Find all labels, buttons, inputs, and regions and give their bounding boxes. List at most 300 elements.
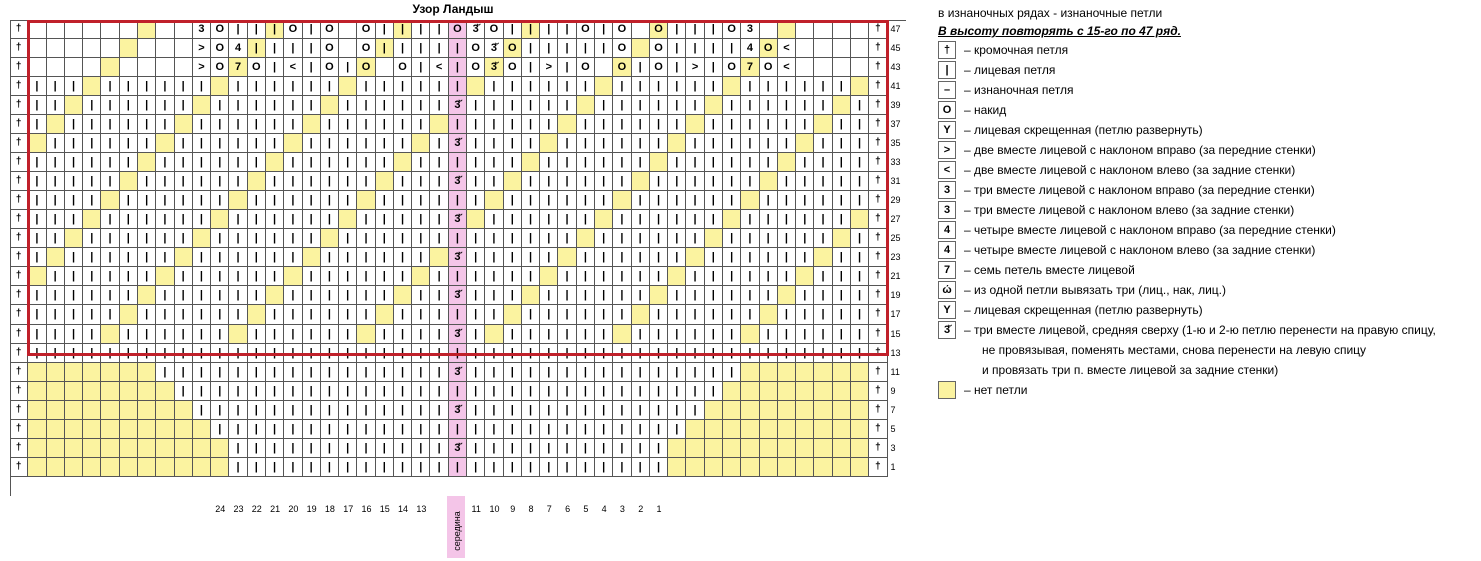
stitch-cell: |: [723, 325, 741, 344]
stitch-cell: |: [339, 172, 357, 191]
stitch-cell: |: [193, 382, 211, 401]
stitch-cell: |: [485, 248, 503, 267]
stitch-cell: |: [101, 153, 119, 172]
stitch-cell: |: [284, 382, 302, 401]
stitch-cell: |: [376, 325, 394, 344]
stitch-cell: |: [504, 229, 522, 248]
edge-stitch-cell: †: [10, 96, 28, 115]
stitch-cell: |: [485, 172, 503, 191]
stitch-cell: [632, 172, 650, 191]
stitch-cell: |: [723, 344, 741, 363]
stitch-cell: [138, 458, 156, 477]
stitch-cell: |: [760, 96, 778, 115]
edge-stitch-cell: †: [10, 172, 28, 191]
stitch-cell: [65, 363, 83, 382]
stitch-cell: O: [321, 39, 339, 58]
stitch-cell: |: [668, 210, 686, 229]
stitch-cell: |: [394, 401, 412, 420]
stitch-cell: 3̆: [449, 363, 467, 382]
stitch-cell: |: [778, 325, 796, 344]
stitch-cell: |: [28, 229, 46, 248]
stitch-cell: |: [266, 439, 284, 458]
stitch-cell: [303, 115, 321, 134]
stitch-cell: [83, 363, 101, 382]
stitch-cell: |: [339, 134, 357, 153]
stitch-cell: |: [303, 344, 321, 363]
stitch-cell: |: [412, 96, 430, 115]
edge-stitch-cell: †: [869, 286, 887, 305]
stitch-cell: [101, 20, 119, 39]
stitch-cell: [83, 420, 101, 439]
stitch-cell: [193, 458, 211, 477]
edge-stitch-cell: †: [10, 58, 28, 77]
stitch-cell: |: [430, 191, 448, 210]
column-number: 6: [565, 504, 571, 514]
stitch-cell: [723, 458, 741, 477]
stitch-cell: |: [303, 305, 321, 324]
stitch-cell: |: [485, 96, 503, 115]
edge-stitch-cell: †: [869, 191, 887, 210]
column-number: 10: [489, 504, 500, 514]
stitch-cell: |: [101, 172, 119, 191]
stitch-cell: |: [266, 229, 284, 248]
stitch-cell: |: [632, 382, 650, 401]
stitch-cell: |: [650, 344, 668, 363]
stitch-cell: |: [101, 134, 119, 153]
stitch-cell: O: [577, 20, 595, 39]
stitch-cell: |: [577, 191, 595, 210]
column-number: [686, 504, 704, 520]
stitch-cell: O: [723, 58, 741, 77]
stitch-cell: [796, 439, 814, 458]
stitch-cell: |: [741, 305, 759, 324]
stitch-cell: |: [266, 458, 284, 477]
stitch-cell: [705, 96, 723, 115]
edge-stitch-cell: †: [10, 286, 28, 305]
stitch-cell: |: [266, 58, 284, 77]
stitch-cell: |: [412, 20, 430, 39]
stitch-cell: |: [83, 191, 101, 210]
stitch-cell: |: [449, 77, 467, 96]
stitch-cell: |: [540, 229, 558, 248]
stitch-cell: |: [522, 305, 540, 324]
stitch-cell: |: [632, 401, 650, 420]
stitch-cell: |: [101, 248, 119, 267]
stitch-cell: |: [540, 248, 558, 267]
stitch-cell: |: [266, 77, 284, 96]
row-number: 23: [888, 248, 906, 267]
stitch-cell: |: [321, 420, 339, 439]
stitch-cell: [705, 229, 723, 248]
stitch-cell: |: [522, 39, 540, 58]
stitch-cell: |: [705, 325, 723, 344]
stitch-cell: |: [65, 115, 83, 134]
stitch-cell: |: [650, 248, 668, 267]
stitch-cell: [650, 153, 668, 172]
stitch-cell: [120, 439, 138, 458]
stitch-cell: [796, 58, 814, 77]
stitch-cell: [814, 382, 832, 401]
stitch-cell: |: [376, 458, 394, 477]
stitch-cell: [796, 382, 814, 401]
stitch-cell: |: [284, 172, 302, 191]
column-number: 18: [324, 504, 335, 514]
stitch-cell: 3̆: [485, 39, 503, 58]
stitch-cell: [65, 382, 83, 401]
stitch-cell: O: [504, 39, 522, 58]
stitch-cell: |: [303, 420, 321, 439]
stitch-cell: |: [303, 382, 321, 401]
stitch-cell: |: [266, 325, 284, 344]
stitch-cell: |: [266, 248, 284, 267]
stitch-cell: [650, 286, 668, 305]
stitch-cell: [47, 39, 65, 58]
stitch-cell: |: [723, 96, 741, 115]
stitch-cell: <: [430, 58, 448, 77]
stitch-cell: |: [357, 115, 375, 134]
stitch-cell: |: [668, 420, 686, 439]
stitch-cell: [833, 229, 851, 248]
stitch-cell: |: [47, 229, 65, 248]
stitch-cell: [28, 382, 46, 401]
legend-item: [938, 100, 1478, 120]
legend-symbol: >: [938, 141, 956, 159]
row-number: 37: [888, 115, 906, 134]
stitch-cell: |: [814, 134, 832, 153]
stitch-cell: |: [229, 96, 247, 115]
stitch-cell: |: [778, 248, 796, 267]
stitch-cell: |: [705, 344, 723, 363]
stitch-cell: |: [83, 115, 101, 134]
stitch-cell: |: [741, 77, 759, 96]
legend-item: [938, 300, 1478, 320]
stitch-cell: 3̆: [449, 172, 467, 191]
stitch-cell: |: [211, 286, 229, 305]
stitch-cell: |: [357, 77, 375, 96]
stitch-cell: |: [449, 58, 467, 77]
stitch-cell: |: [175, 229, 193, 248]
stitch-cell: O: [723, 20, 741, 39]
stitch-cell: |: [650, 77, 668, 96]
stitch-cell: |: [540, 20, 558, 39]
edge-stitch-cell: †: [869, 39, 887, 58]
stitch-cell: |: [668, 153, 686, 172]
legend-continuation-2: и провязать три п. вместе лицевой за задние стенки): [982, 363, 1279, 377]
column-number: [120, 504, 138, 520]
stitch-cell: |: [376, 115, 394, 134]
stitch-cell: |: [796, 77, 814, 96]
stitch-cell: |: [796, 172, 814, 191]
stitch-cell: [175, 401, 193, 420]
stitch-cell: |: [303, 363, 321, 382]
stitch-cell: |: [138, 115, 156, 134]
column-number: [138, 504, 156, 520]
stitch-cell: [705, 458, 723, 477]
stitch-cell: |: [193, 153, 211, 172]
column-number: [175, 504, 193, 520]
stitch-cell: |: [595, 134, 613, 153]
stitch-cell: |: [193, 115, 211, 134]
stitch-cell: |: [266, 363, 284, 382]
stitch-cell: |: [120, 77, 138, 96]
stitch-cell: |: [449, 191, 467, 210]
stitch-cell: [833, 420, 851, 439]
stitch-cell: |: [705, 363, 723, 382]
stitch-cell: |: [284, 420, 302, 439]
legend-continuation-1: не провязывая, поменять местами, снова перенести на левую спицу: [982, 343, 1367, 357]
stitch-cell: |: [65, 77, 83, 96]
stitch-cell: |: [778, 267, 796, 286]
stitch-cell: |: [321, 77, 339, 96]
stitch-cell: |: [741, 153, 759, 172]
stitch-cell: |: [814, 286, 832, 305]
stitch-cell: |: [485, 458, 503, 477]
stitch-cell: |: [266, 134, 284, 153]
stitch-cell: |: [430, 210, 448, 229]
stitch-cell: |: [540, 344, 558, 363]
stitch-cell: |: [796, 305, 814, 324]
stitch-cell: |: [138, 325, 156, 344]
stitch-cell: |: [266, 39, 284, 58]
stitch-cell: [778, 420, 796, 439]
stitch-cell: |: [28, 248, 46, 267]
stitch-cell: |: [760, 286, 778, 305]
stitch-cell: [760, 439, 778, 458]
stitch-cell: [83, 401, 101, 420]
stitch-cell: |: [193, 267, 211, 286]
stitch-cell: |: [376, 134, 394, 153]
stitch-cell: |: [741, 248, 759, 267]
stitch-cell: |: [595, 286, 613, 305]
stitch-cell: [138, 286, 156, 305]
stitch-cell: [741, 191, 759, 210]
stitch-cell: |: [577, 401, 595, 420]
stitch-cell: |: [229, 439, 247, 458]
stitch-cell: |: [632, 134, 650, 153]
legend-note-purl-rows: в изнаночных рядах - изнаночные петли: [938, 6, 1163, 20]
stitch-cell: |: [522, 248, 540, 267]
column-number: [833, 504, 851, 520]
stitch-cell: [339, 20, 357, 39]
stitch-cell: |: [778, 96, 796, 115]
stitch-cell: O: [613, 20, 631, 39]
stitch-cell: |: [522, 172, 540, 191]
stitch-cell: [28, 134, 46, 153]
stitch-cell: |: [558, 96, 576, 115]
stitch-cell: |: [303, 153, 321, 172]
stitch-cell: |: [303, 325, 321, 344]
stitch-cell: [28, 58, 46, 77]
stitch-cell: |: [376, 210, 394, 229]
stitch-cell: |: [723, 115, 741, 134]
stitch-cell: [851, 458, 869, 477]
stitch-cell: |: [339, 96, 357, 115]
stitch-cell: [156, 39, 174, 58]
stitch-cell: [339, 39, 357, 58]
stitch-cell: |: [65, 325, 83, 344]
stitch-cell: |: [248, 267, 266, 286]
stitch-cell: |: [266, 420, 284, 439]
stitch-cell: |: [248, 420, 266, 439]
edge-stitch-cell: †: [10, 420, 28, 439]
stitch-cell: |: [705, 20, 723, 39]
stitch-cell: |: [595, 191, 613, 210]
stitch-cell: |: [430, 439, 448, 458]
stitch-cell: |: [229, 77, 247, 96]
knitting-chart-grid: [10, 20, 906, 496]
stitch-cell: |: [540, 420, 558, 439]
column-number: [10, 504, 28, 520]
stitch-cell: |: [577, 363, 595, 382]
stitch-cell: |: [193, 172, 211, 191]
stitch-cell: |: [83, 229, 101, 248]
stitch-cell: [723, 382, 741, 401]
stitch-cell: |: [266, 210, 284, 229]
column-number: 22: [251, 504, 262, 514]
stitch-cell: [778, 363, 796, 382]
stitch-cell: |: [28, 210, 46, 229]
stitch-cell: |: [577, 210, 595, 229]
stitch-cell: |: [120, 210, 138, 229]
stitch-cell: |: [248, 229, 266, 248]
stitch-cell: |: [229, 420, 247, 439]
stitch-cell: |: [540, 458, 558, 477]
stitch-cell: |: [741, 210, 759, 229]
stitch-cell: |: [229, 153, 247, 172]
stitch-cell: |: [284, 210, 302, 229]
column-number: [47, 504, 65, 520]
stitch-cell: |: [558, 325, 576, 344]
stitch-cell: |: [266, 115, 284, 134]
stitch-cell: |: [284, 344, 302, 363]
stitch-cell: |: [632, 210, 650, 229]
column-number: [760, 504, 778, 520]
stitch-cell: |: [558, 191, 576, 210]
stitch-cell: |: [686, 229, 704, 248]
stitch-cell: |: [467, 439, 485, 458]
stitch-cell: |: [577, 325, 595, 344]
stitch-cell: O: [211, 39, 229, 58]
stitch-cell: |: [467, 115, 485, 134]
stitch-cell: |: [321, 248, 339, 267]
row-number: 39: [888, 96, 906, 115]
stitch-cell: |: [833, 172, 851, 191]
stitch-cell: [339, 210, 357, 229]
stitch-cell: [101, 420, 119, 439]
stitch-cell: [851, 401, 869, 420]
stitch-cell: |: [467, 401, 485, 420]
stitch-cell: |: [723, 363, 741, 382]
stitch-cell: [266, 153, 284, 172]
stitch-cell: |: [248, 153, 266, 172]
legend-items: [938, 40, 1478, 340]
stitch-cell: |: [65, 191, 83, 210]
stitch-cell: |: [741, 286, 759, 305]
stitch-cell: |: [229, 248, 247, 267]
stitch-cell: |: [412, 229, 430, 248]
stitch-cell: |: [175, 305, 193, 324]
stitch-cell: [686, 439, 704, 458]
stitch-cell: [83, 458, 101, 477]
stitch-cell: |: [504, 286, 522, 305]
stitch-cell: [28, 267, 46, 286]
stitch-cell: |: [357, 363, 375, 382]
stitch-cell: |: [248, 115, 266, 134]
stitch-cell: [595, 58, 613, 77]
stitch-cell: [28, 20, 46, 39]
legend-text: – лицевая петля: [964, 63, 1056, 77]
legend-symbol: |: [938, 61, 956, 79]
stitch-cell: |: [851, 267, 869, 286]
stitch-cell: [778, 20, 796, 39]
row-number: 29: [888, 191, 906, 210]
stitch-cell: |: [595, 153, 613, 172]
stitch-cell: [47, 115, 65, 134]
legend-item: [938, 240, 1478, 260]
stitch-cell: |: [504, 77, 522, 96]
stitch-cell: [47, 248, 65, 267]
stitch-cell: [814, 39, 832, 58]
stitch-cell: |: [394, 115, 412, 134]
stitch-cell: |: [394, 172, 412, 191]
stitch-cell: |: [851, 191, 869, 210]
stitch-cell: [851, 39, 869, 58]
stitch-cell: O: [321, 20, 339, 39]
stitch-cell: [833, 20, 851, 39]
stitch-cell: |: [412, 39, 430, 58]
stitch-cell: [138, 401, 156, 420]
stitch-cell: |: [266, 267, 284, 286]
stitch-cell: [65, 58, 83, 77]
stitch-cell: [814, 420, 832, 439]
stitch-cell: [284, 267, 302, 286]
stitch-cell: |: [120, 191, 138, 210]
stitch-cell: |: [833, 191, 851, 210]
stitch-cell: [156, 20, 174, 39]
stitch-cell: |: [321, 210, 339, 229]
stitch-cell: |: [83, 286, 101, 305]
stitch-cell: |: [613, 267, 631, 286]
stitch-cell: |: [175, 286, 193, 305]
stitch-cell: |: [357, 420, 375, 439]
edge-stitch-cell: †: [10, 401, 28, 420]
stitch-cell: |: [211, 401, 229, 420]
column-number: 3: [619, 504, 625, 514]
stitch-cell: |: [394, 77, 412, 96]
stitch-cell: |: [175, 267, 193, 286]
stitch-cell: |: [394, 458, 412, 477]
stitch-cell: |: [28, 96, 46, 115]
stitch-cell: |: [211, 248, 229, 267]
legend-symbol: Y: [938, 121, 956, 139]
legend-symbol: 3: [938, 181, 956, 199]
stitch-cell: |: [101, 229, 119, 248]
stitch-cell: |: [175, 344, 193, 363]
stitch-cell: |: [303, 96, 321, 115]
stitch-cell: O: [284, 20, 302, 39]
stitch-cell: |: [650, 305, 668, 324]
stitch-cell: [47, 20, 65, 39]
row-number: 13: [888, 344, 906, 363]
column-number: [65, 504, 83, 520]
stitch-cell: [760, 363, 778, 382]
stitch-cell: O: [357, 39, 375, 58]
stitch-cell: |: [504, 153, 522, 172]
stitch-cell: |: [851, 248, 869, 267]
column-number: 11: [471, 504, 481, 514]
stitch-cell: |: [851, 153, 869, 172]
stitch-cell: |: [632, 229, 650, 248]
